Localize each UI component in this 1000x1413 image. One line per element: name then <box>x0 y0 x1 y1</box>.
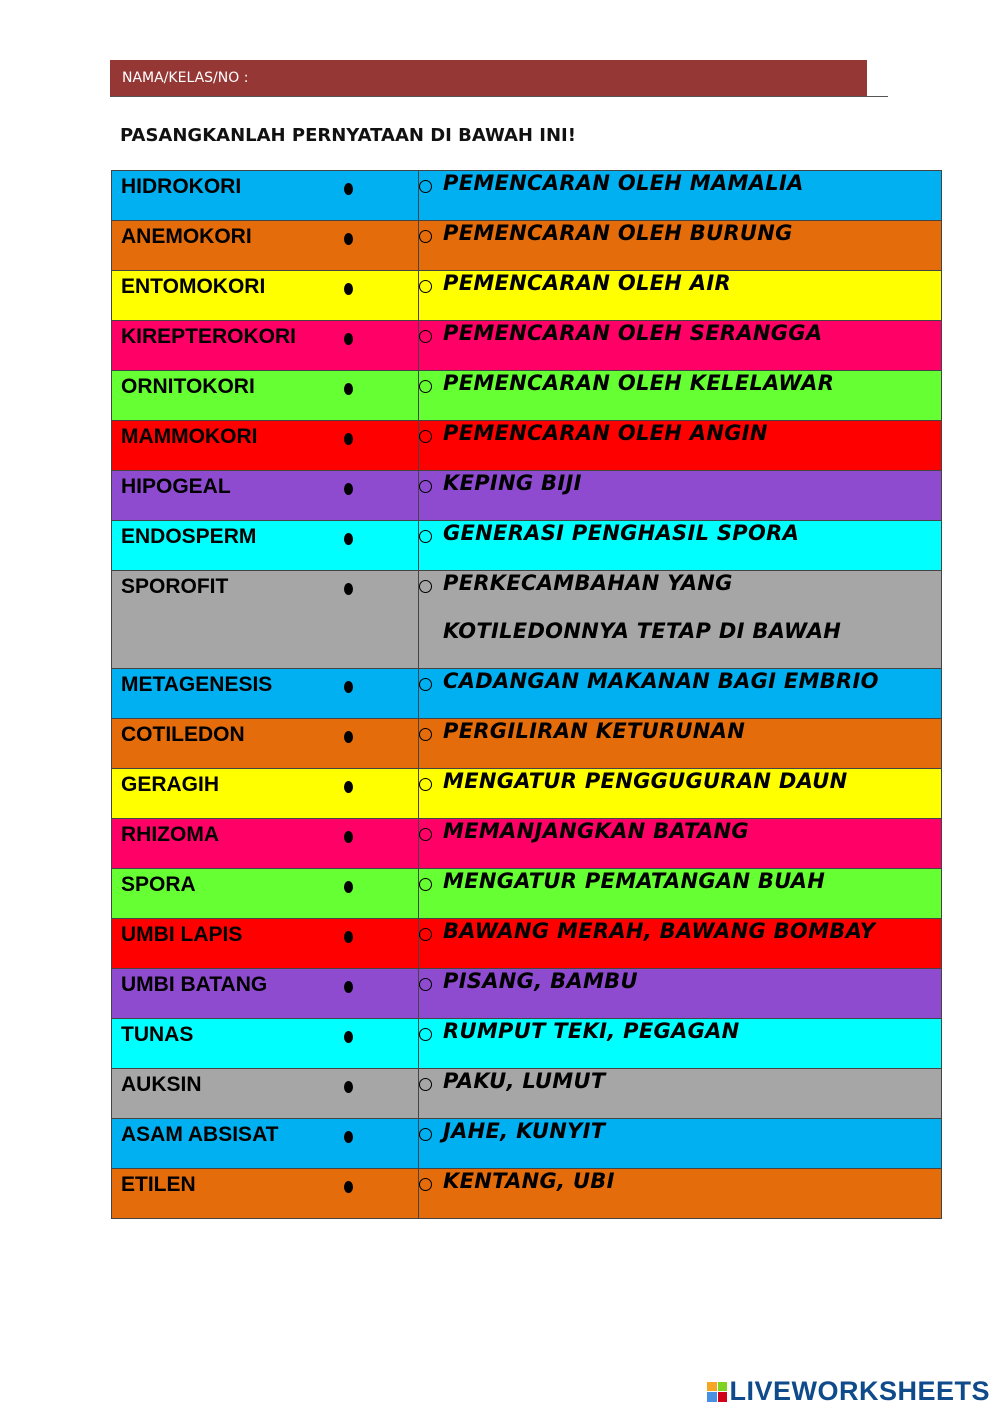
term-label: ENDOSPERM <box>121 525 257 548</box>
connector-circle-icon[interactable] <box>419 1178 432 1191</box>
name-class-no-label: NAMA/KELAS/NO : <box>122 70 249 86</box>
term-label: METAGENESIS <box>121 673 273 696</box>
definition-cell <box>419 571 942 669</box>
connector-circle-icon[interactable] <box>419 380 432 393</box>
definition-label-line2: KOTILEDONNYA TETAP DI BAWAH <box>443 619 842 643</box>
term-cell <box>112 1069 419 1119</box>
connector-dot-icon[interactable] <box>344 433 353 445</box>
matching-table <box>111 170 942 1219</box>
brand-text: LIVEWORKSHEETS <box>729 1376 990 1406</box>
definition-label: PEMENCARAN OLEH MAMALIA <box>443 171 804 195</box>
term-label: RHIZOMA <box>121 823 219 846</box>
connector-circle-icon[interactable] <box>419 180 432 193</box>
connector-circle-icon[interactable] <box>419 1078 432 1091</box>
liveworksheets-brand <box>707 1376 990 1407</box>
definition-label: JAHE, KUNYIT <box>443 1119 606 1143</box>
matching-row <box>112 1169 942 1219</box>
connector-dot-icon[interactable] <box>344 781 353 793</box>
term-label: ETILEN <box>121 1173 196 1196</box>
connector-dot-icon[interactable] <box>344 233 353 245</box>
term-cell <box>112 221 419 271</box>
connector-dot-icon[interactable] <box>344 1031 353 1043</box>
term-cell <box>112 669 419 719</box>
connector-dot-icon[interactable] <box>344 1181 353 1193</box>
connector-dot-icon[interactable] <box>344 583 353 595</box>
definition-cell <box>419 1169 942 1219</box>
term-cell <box>112 271 419 321</box>
definition-label: CADANGAN MAKANAN BAGI EMBRIO <box>443 669 879 693</box>
liveworksheets-logo-icon <box>707 1382 727 1402</box>
connector-circle-icon[interactable] <box>419 728 432 741</box>
definition-label: PISANG, BAMBU <box>443 969 638 993</box>
term-label: UMBI LAPIS <box>121 923 243 946</box>
term-label: SPOROFIT <box>121 575 229 598</box>
term-label: ENTOMOKORI <box>121 275 266 298</box>
term-cell <box>112 1119 419 1169</box>
definition-label: MEMANJANGKAN BATANG <box>443 819 749 843</box>
term-cell <box>112 719 419 769</box>
connector-circle-icon[interactable] <box>419 778 432 791</box>
term-label: HIDROKORI <box>121 175 242 198</box>
connector-circle-icon[interactable] <box>419 828 432 841</box>
connector-circle-icon[interactable] <box>419 430 432 443</box>
connector-circle-icon[interactable] <box>419 1128 432 1141</box>
connector-dot-icon[interactable] <box>344 283 353 295</box>
definition-label: PEMENCARAN OLEH KELELAWAR <box>443 371 835 395</box>
definition-label: BAWANG MERAH, BAWANG BOMBAY <box>443 919 876 943</box>
connector-dot-icon[interactable] <box>344 681 353 693</box>
connector-circle-icon[interactable] <box>419 1028 432 1041</box>
connector-dot-icon[interactable] <box>344 533 353 545</box>
connector-dot-icon[interactable] <box>344 1081 353 1093</box>
connector-circle-icon[interactable] <box>419 230 432 243</box>
connector-dot-icon[interactable] <box>344 483 353 495</box>
connector-dot-icon[interactable] <box>344 333 353 345</box>
term-label: UMBI BATANG <box>121 973 268 996</box>
connector-dot-icon[interactable] <box>344 383 353 395</box>
connector-dot-icon[interactable] <box>344 881 353 893</box>
header-underline <box>110 96 888 97</box>
definition-label: PEMENCARAN OLEH BURUNG <box>443 221 793 245</box>
term-label: ASAM ABSISAT <box>121 1123 279 1146</box>
definition-label: MENGATUR PENGGUGURAN DAUN <box>443 769 848 793</box>
connector-dot-icon[interactable] <box>344 831 353 843</box>
connector-dot-icon[interactable] <box>344 1131 353 1143</box>
term-cell <box>112 919 419 969</box>
term-cell <box>112 1019 419 1069</box>
definition-label: KENTANG, UBI <box>443 1169 615 1193</box>
matching-row <box>112 571 942 669</box>
term-cell <box>112 521 419 571</box>
term-cell <box>112 869 419 919</box>
term-label: MAMMOKORI <box>121 425 258 448</box>
connector-circle-icon[interactable] <box>419 480 432 493</box>
definition-label: GENERASI PENGHASIL SPORA <box>443 521 800 545</box>
term-cell <box>112 471 419 521</box>
connector-dot-icon[interactable] <box>344 931 353 943</box>
term-cell <box>112 571 419 669</box>
instruction-heading: PASANGKANLAH PERNYATAAN DI BAWAH INI! <box>120 125 576 146</box>
connector-dot-icon[interactable] <box>344 731 353 743</box>
connector-dot-icon[interactable] <box>344 183 353 195</box>
term-cell <box>112 321 419 371</box>
definition-label: KEPING BIJI <box>443 471 582 495</box>
definition-label: PERKECAMBAHAN YANG <box>443 571 733 595</box>
term-label: COTILEDON <box>121 723 245 746</box>
term-label: GERAGIH <box>121 773 220 796</box>
term-cell <box>112 421 419 471</box>
definition-label: PERGILIRAN KETURUNAN <box>443 719 746 743</box>
term-cell <box>112 371 419 421</box>
term-label: ORNITOKORI <box>121 375 255 398</box>
term-label: ANEMOKORI <box>121 225 252 248</box>
term-cell <box>112 819 419 869</box>
connector-circle-icon[interactable] <box>419 580 432 593</box>
definition-label: PEMENCARAN OLEH SERANGGA <box>443 321 823 345</box>
definition-label: PEMENCARAN OLEH AIR <box>443 271 731 295</box>
term-label: AUKSIN <box>121 1073 202 1096</box>
connector-circle-icon[interactable] <box>419 530 432 543</box>
connector-circle-icon[interactable] <box>419 330 432 343</box>
definition-label: MENGATUR PEMATANGAN BUAH <box>443 869 826 893</box>
term-cell <box>112 969 419 1019</box>
term-cell <box>112 1169 419 1219</box>
term-label: TUNAS <box>121 1023 194 1046</box>
connector-circle-icon[interactable] <box>419 878 432 891</box>
definition-label: PEMENCARAN OLEH ANGIN <box>443 421 768 445</box>
connector-circle-icon[interactable] <box>419 928 432 941</box>
connector-circle-icon[interactable] <box>419 280 432 293</box>
term-label: HIPOGEAL <box>121 475 231 498</box>
connector-dot-icon[interactable] <box>344 981 353 993</box>
definition-label: PAKU, LUMUT <box>443 1069 606 1093</box>
term-cell <box>112 171 419 221</box>
term-label: SPORA <box>121 873 196 896</box>
term-label: KIREPTEROKORI <box>121 325 297 348</box>
definition-label: RUMPUT TEKI, PEGAGAN <box>443 1019 740 1043</box>
connector-circle-icon[interactable] <box>419 678 432 691</box>
term-cell <box>112 769 419 819</box>
connector-circle-icon[interactable] <box>419 978 432 991</box>
